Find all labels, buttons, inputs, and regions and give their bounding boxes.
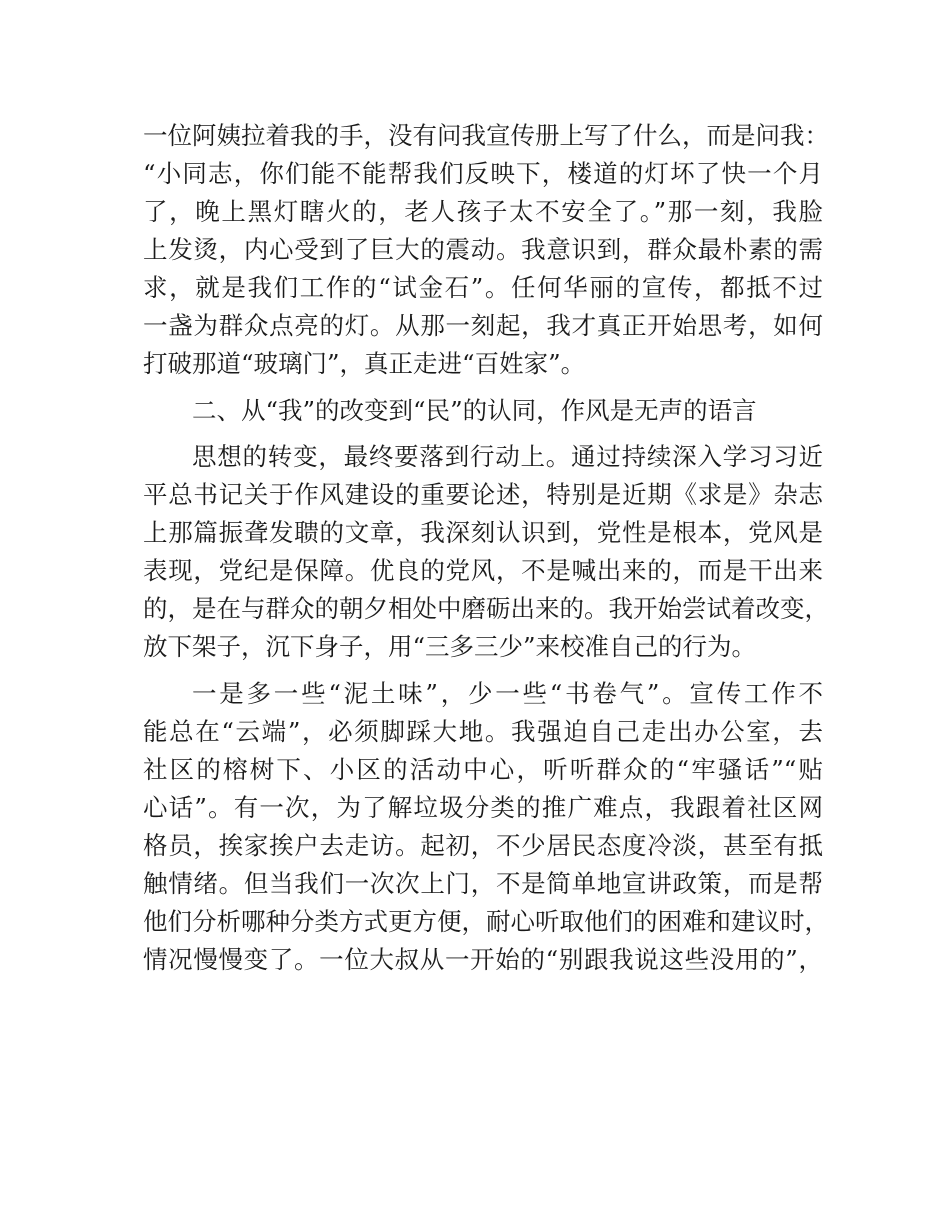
heading-line: 二、从“我”的改变到“民”的认同，作风是无声的语言 bbox=[192, 395, 757, 425]
text-line: 表现，党纪是保障。优良的党风，不是喊出来的，而是干出来 bbox=[143, 556, 823, 585]
text-line: 一是多一些“泥土味”，少一些“书卷气”。宣传工作不 bbox=[192, 678, 823, 708]
paragraph-2 bbox=[143, 438, 829, 666]
paragraph-1 bbox=[143, 117, 829, 383]
text-line: 一盏为群众点亮的灯。从那一刻起，我才真正开始思考，如何 bbox=[143, 311, 823, 340]
text-line: “小同志，你们能不能帮我们反映下，楼道的灯坏了快一个月 bbox=[143, 159, 823, 188]
text-line: 思想的转变，最终要落到行动上。通过持续深入学习习近 bbox=[192, 442, 823, 471]
text-line: 求，就是我们工作的“试金石”。任何华丽的宣传，都抵不过 bbox=[143, 273, 823, 302]
text-line: 格员，挨家挨户去走访。起初，不少居民态度冷淡，甚至有抵 bbox=[143, 830, 823, 860]
text-line: 触情绪。但当我们一次次上门，不是简单地宣讲政策，而是帮 bbox=[143, 868, 823, 898]
section-heading bbox=[143, 392, 823, 430]
text-line: 了，晚上黑灯瞎火的，老人孩子太不安全了。”那一刻，我脸 bbox=[143, 197, 823, 226]
text-line: 他们分析哪种分类方式更方便，耐心听取他们的困难和建议时， bbox=[143, 906, 829, 936]
text-line: 能总在“云端”，必须脚踩大地。我强迫自己走出办公室，去 bbox=[143, 716, 823, 746]
text-line: 的，是在与群众的朝夕相处中磨砺出来的。我开始尝试着改变， bbox=[143, 594, 829, 623]
text-line: 社区的榕树下、小区的活动中心，听听群众的“牢骚话”“贴 bbox=[143, 754, 823, 784]
document-body bbox=[143, 117, 829, 979]
text-line: 上那篇振聋发聩的文章，我深刻认识到，党性是根本，党风是 bbox=[143, 518, 823, 547]
text-line: 打破那道“玻璃门”，真正走进“百姓家”。 bbox=[143, 349, 586, 378]
text-line: 情况慢慢变了。一位大叔从一开始的“别跟我说这些没用的”， bbox=[143, 944, 823, 974]
text-line: 一位阿姨拉着我的手，没有问我宣传册上写了什么，而是问我： bbox=[143, 121, 829, 150]
text-line: 放下架子，沉下身子，用“三多三少”来校准自己的行为。 bbox=[143, 632, 757, 661]
text-line: 上发烫，内心受到了巨大的震动。我意识到，群众最朴素的需 bbox=[143, 235, 823, 264]
text-line: 心话”。有一次，为了解垃圾分类的推广难点，我跟着社区网 bbox=[143, 792, 823, 822]
text-line: 平总书记关于作风建设的重要论述，特别是近期《求是》杂志 bbox=[143, 480, 823, 509]
paragraph-3 bbox=[143, 675, 829, 979]
